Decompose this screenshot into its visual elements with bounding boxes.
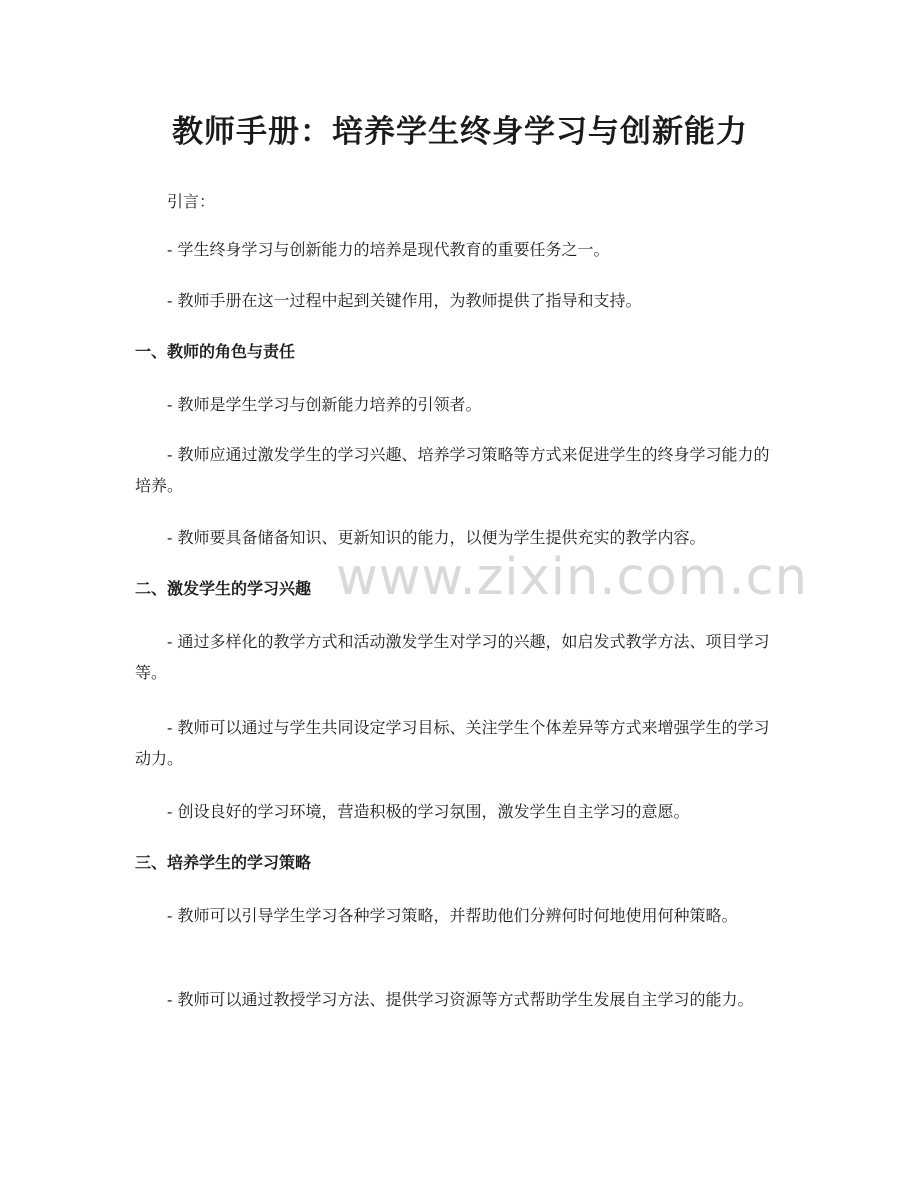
section-3-item-1: - 教师可以引导学生学习各种学习策略，并帮助他们分辨何时何地使用何种策略。 <box>167 906 738 925</box>
section-2-item-3: - 创设良好的学习环境，营造积极的学习氛围，激发学生自主学习的意愿。 <box>167 802 690 821</box>
section-heading-1: 一、教师的角色与责任 <box>135 342 296 361</box>
section-1-item-2: - 教师应通过激发学生的学习兴趣、培养学习策略等方式来促进学生的终身学习能力的培养。 <box>135 445 770 495</box>
section-heading-2: 二、激发学生的学习兴趣 <box>135 579 312 598</box>
intro-label: 引言： <box>167 192 216 211</box>
section-1-item-1: - 教师是学生学习与创新能力培养的引领者。 <box>167 395 482 414</box>
section-3-item-2: - 教师可以通过教授学习方法、提供学习资源等方式帮助学生发展自主学习的能力。 <box>167 990 754 1009</box>
section-heading-3: 三、培养学生的学习策略 <box>135 853 312 872</box>
section-2-item-1: - 通过多样化的教学方式和活动激发学生对学习的兴趣，如启发式教学方法、项目学习等。 <box>135 632 770 682</box>
document-title: 教师手册：培养学生终身学习与创新能力 <box>172 114 748 150</box>
intro-item-2: - 教师手册在这一过程中起到关键作用，为教师提供了指导和支持。 <box>167 291 642 310</box>
watermark: www.zixin.com.cn <box>336 548 808 607</box>
section-2-item-2: - 教师可以通过与学生共同设定学习目标、关注学生个体差异等方式来增强学生的学习动力。 <box>135 718 770 768</box>
intro-item-1: - 学生终身学习与创新能力的培养是现代教育的重要任务之一。 <box>167 240 610 259</box>
section-1-item-3: - 教师要具备储备知识、更新知识的能力，以便为学生提供充实的教学内容。 <box>167 528 706 547</box>
